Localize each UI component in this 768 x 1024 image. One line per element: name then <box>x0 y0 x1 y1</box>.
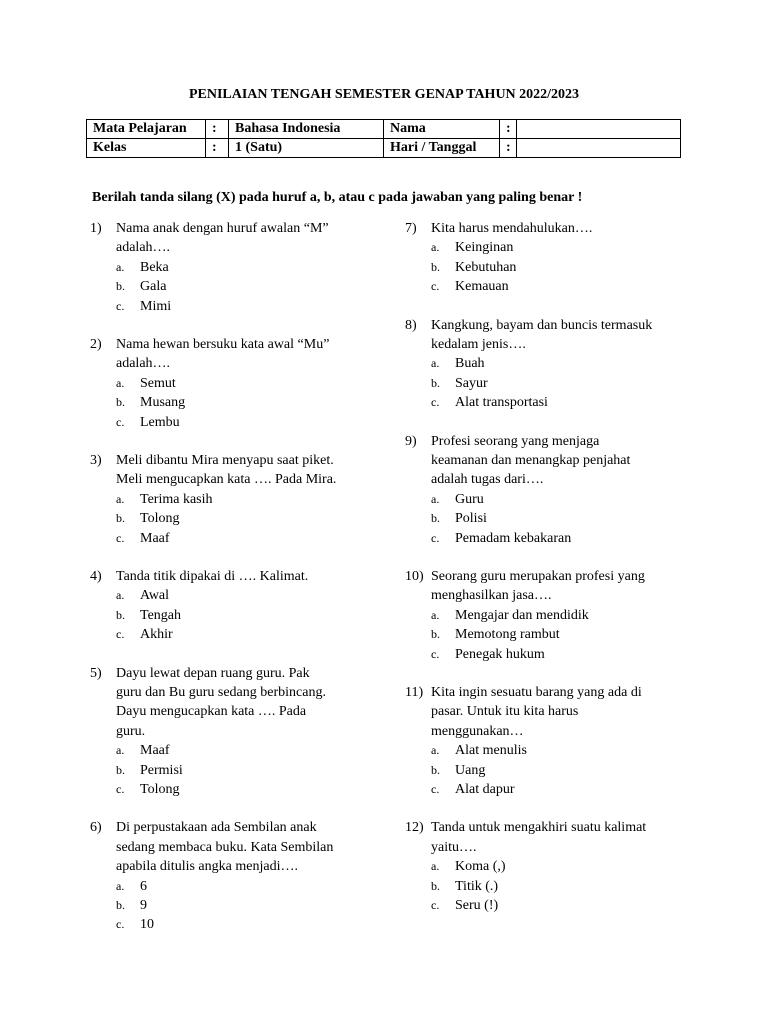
option-letter: a. <box>116 491 125 506</box>
question-text <box>116 219 390 258</box>
question-text <box>116 664 390 742</box>
option-text: Akhir <box>140 627 173 643</box>
question-line: Kita harus mendahulukan…. <box>431 221 593 236</box>
answer-option <box>116 258 390 277</box>
option-letter: c. <box>431 395 440 410</box>
option-text: Beka <box>140 259 169 275</box>
date-value <box>517 139 681 158</box>
question-line: Nama anak dengan huruf awalan “M” <box>116 221 329 236</box>
question-number: 11) <box>405 684 424 700</box>
answer-option <box>431 277 705 296</box>
question-text <box>431 683 705 741</box>
option-letter: b. <box>431 259 440 274</box>
question-number: 3) <box>90 452 102 468</box>
option-letter: c. <box>431 279 440 294</box>
question-item <box>405 219 705 297</box>
option-text: 9 <box>140 897 147 913</box>
question-line: Di perpustakaan ada Sembilan anak <box>116 820 317 836</box>
option-text: 6 <box>140 878 147 894</box>
answer-option <box>431 393 705 412</box>
option-letter: a. <box>431 743 440 758</box>
answer-option <box>116 741 390 760</box>
answer-option <box>116 374 390 393</box>
question-line: keamanan dan menangkap penjahat <box>431 452 631 468</box>
option-letter: a. <box>116 878 125 893</box>
option-letter: a. <box>116 375 125 390</box>
question-item <box>405 818 705 915</box>
question-text <box>431 432 705 490</box>
answer-option <box>116 413 390 432</box>
option-text: Mengajar dan mendidik <box>455 607 589 623</box>
question-item <box>405 316 705 413</box>
option-text: Permisi <box>140 762 183 778</box>
option-text: Seru (!) <box>455 897 499 913</box>
question-text <box>116 335 390 374</box>
question-line: Tanda titik dipakai di …. Kalimat. <box>116 568 309 584</box>
answer-option <box>431 258 705 277</box>
option-text: Musang <box>140 395 186 411</box>
question-text <box>431 316 705 355</box>
option-text: Tolong <box>140 781 180 797</box>
option-letter: a. <box>431 240 440 255</box>
answer-option <box>431 354 705 373</box>
answer-option <box>116 761 390 780</box>
subject-colon: : <box>206 120 229 139</box>
answer-option <box>431 529 705 548</box>
option-letter: c. <box>116 414 125 429</box>
question-item <box>90 335 390 432</box>
option-text: Terima kasih <box>140 491 213 507</box>
option-text: Maaf <box>140 530 170 546</box>
option-letter: a. <box>431 607 440 622</box>
question-line: adalah…. <box>116 356 171 372</box>
question-number: 4) <box>90 568 102 584</box>
student-info-table <box>86 119 681 158</box>
option-letter: c. <box>431 530 440 545</box>
answer-option <box>431 896 705 915</box>
option-letter: b. <box>431 511 440 526</box>
option-letter: b. <box>431 627 440 642</box>
answer-option <box>116 529 390 548</box>
page-title: PENILAIAN TENGAH SEMESTER GENAP TAHUN 2022/2023 <box>188 87 580 102</box>
option-text: Maaf <box>140 743 170 759</box>
option-letter: b. <box>116 897 125 912</box>
option-letter: b. <box>116 279 125 294</box>
question-line: pasar. Untuk itu kita harus <box>431 704 579 720</box>
answer-option <box>431 625 705 644</box>
option-letter: c. <box>116 627 125 642</box>
answer-option <box>431 877 705 896</box>
option-text: Gala <box>140 279 167 295</box>
answer-option <box>116 393 390 412</box>
class-colon: : <box>206 139 229 158</box>
option-text: Alat dapur <box>455 781 515 797</box>
question-line: menghasilkan jasa…. <box>431 588 552 604</box>
option-text: Kemauan <box>455 279 509 295</box>
name-value <box>517 120 681 139</box>
question-line: guru dan Bu guru sedang berbincang. <box>116 684 326 700</box>
option-letter: b. <box>116 511 125 526</box>
question-line: menggunakan… <box>431 723 524 739</box>
answer-option <box>116 877 390 896</box>
question-text <box>116 818 390 876</box>
option-text: Alat menulis <box>455 743 527 759</box>
option-letter: a. <box>431 859 440 874</box>
answer-option <box>116 490 390 509</box>
answer-option <box>431 374 705 393</box>
question-line: kedalam jenis…. <box>431 336 526 352</box>
option-text: Buah <box>455 356 485 372</box>
question-line: Tanda untuk mengakhiri suatu kalimat <box>431 820 647 836</box>
question-line: Dayu lewat depan ruang guru. Pak <box>116 665 310 681</box>
answer-option <box>116 277 390 296</box>
answer-option <box>431 741 705 760</box>
option-letter: a. <box>116 743 125 758</box>
date-label: Hari / Tanggal <box>384 139 500 158</box>
question-line: Meli dibantu Mira menyapu saat piket. <box>116 452 334 468</box>
answer-option <box>431 645 705 664</box>
class-value: 1 (Satu) <box>229 139 384 158</box>
option-letter: b. <box>431 375 440 390</box>
answer-option <box>431 238 705 257</box>
question-number: 12) <box>405 820 424 836</box>
option-letter: c. <box>431 897 440 912</box>
option-letter: a. <box>116 588 125 603</box>
answer-option <box>431 857 705 876</box>
question-item <box>90 818 390 934</box>
question-text <box>431 219 705 238</box>
option-text: Sayur <box>455 375 488 391</box>
answer-option <box>116 896 390 915</box>
option-text: Koma (,) <box>455 859 506 875</box>
question-line: Kangkung, bayam dan buncis termasuk <box>431 317 653 333</box>
answer-option <box>431 761 705 780</box>
question-number: 6) <box>90 820 102 836</box>
option-letter: b. <box>116 762 125 777</box>
option-text: Polisi <box>455 511 487 527</box>
question-line: Nama hewan bersuku kata awal “Mu” <box>116 336 330 352</box>
questions-column-right <box>405 219 705 934</box>
option-text: Pemadam kebakaran <box>455 530 572 546</box>
answer-option <box>431 490 705 509</box>
question-line: sedang membaca buku. Kata Sembilan <box>116 839 334 855</box>
question-text <box>431 567 705 606</box>
question-text <box>116 567 390 586</box>
question-line: adalah…. <box>116 240 171 256</box>
option-text: Memotong rambut <box>455 627 560 643</box>
option-letter: a. <box>431 491 440 506</box>
question-line: Meli mengucapkan kata …. Pada Mira. <box>116 472 337 488</box>
option-text: Uang <box>455 762 486 778</box>
question-text <box>431 818 705 857</box>
info-row <box>87 120 681 139</box>
questions-column-left <box>90 219 390 954</box>
question-number: 5) <box>90 665 102 681</box>
option-text: Penegak hukum <box>455 646 545 662</box>
question-line: yaitu…. <box>431 839 477 855</box>
question-line: adalah tugas dari…. <box>431 472 544 488</box>
question-item <box>90 219 390 316</box>
answer-option <box>116 297 390 316</box>
question-item <box>405 567 705 664</box>
option-letter: c. <box>431 781 440 796</box>
option-letter: c. <box>116 917 125 932</box>
question-number: 2) <box>90 336 102 352</box>
option-letter: c. <box>431 646 440 661</box>
instruction-text: Berilah tanda silang (X) pada huruf a, b, atau c pada jawaban yang paling benar ! <box>92 190 583 205</box>
answer-option <box>116 586 390 605</box>
option-text: Guru <box>455 491 484 507</box>
question-number: 7) <box>405 221 417 236</box>
name-colon: : <box>500 120 517 139</box>
answer-option <box>116 780 390 799</box>
option-letter: a. <box>431 356 440 371</box>
name-label: Nama <box>384 120 500 139</box>
option-letter: b. <box>431 762 440 777</box>
date-colon: : <box>500 139 517 158</box>
option-letter: c. <box>116 298 125 313</box>
question-line: Dayu mengucapkan kata …. Pada <box>116 704 307 720</box>
option-text: Awal <box>140 588 170 604</box>
option-letter: c. <box>116 530 125 545</box>
answer-option <box>116 625 390 644</box>
question-item <box>405 683 705 799</box>
option-text: Lembu <box>140 414 180 430</box>
question-number: 8) <box>405 317 417 333</box>
option-text: Tolong <box>140 511 180 527</box>
option-text: Semut <box>140 375 176 391</box>
option-letter: a. <box>116 259 125 274</box>
question-number: 10) <box>405 568 424 584</box>
question-item <box>90 567 390 645</box>
question-item <box>405 432 705 548</box>
question-number: 9) <box>405 433 417 449</box>
option-text: Mimi <box>140 298 172 314</box>
question-item <box>90 664 390 800</box>
question-line: Profesi seorang yang menjaga <box>431 433 600 449</box>
option-text: Keinginan <box>455 240 514 256</box>
option-letter: c. <box>116 781 125 796</box>
option-text: Kebutuhan <box>455 259 517 275</box>
question-line: Seorang guru merupakan profesi yang <box>431 568 645 584</box>
option-text: Tengah <box>140 607 182 623</box>
subject-label: Mata Pelajaran <box>87 120 206 139</box>
info-row <box>87 139 681 158</box>
answer-option <box>431 780 705 799</box>
subject-value: Bahasa Indonesia <box>229 120 384 139</box>
question-line: guru. <box>116 723 146 739</box>
answer-option <box>431 606 705 625</box>
answer-option <box>431 509 705 528</box>
option-letter: b. <box>116 395 125 410</box>
option-text: Titik (.) <box>455 878 499 894</box>
answer-option <box>116 915 390 934</box>
option-letter: b. <box>431 878 440 893</box>
answer-option <box>116 509 390 528</box>
class-label: Kelas <box>87 139 206 158</box>
option-text: 10 <box>140 917 154 933</box>
option-text: Alat transportasi <box>455 395 548 411</box>
question-line: Kita ingin sesuatu barang yang ada di <box>431 684 642 700</box>
answer-option <box>116 606 390 625</box>
question-item <box>90 451 390 548</box>
question-text <box>116 451 390 490</box>
question-line: apabila ditulis angka menjadi…. <box>116 859 298 875</box>
option-letter: b. <box>116 607 125 622</box>
question-number: 1) <box>90 221 102 236</box>
